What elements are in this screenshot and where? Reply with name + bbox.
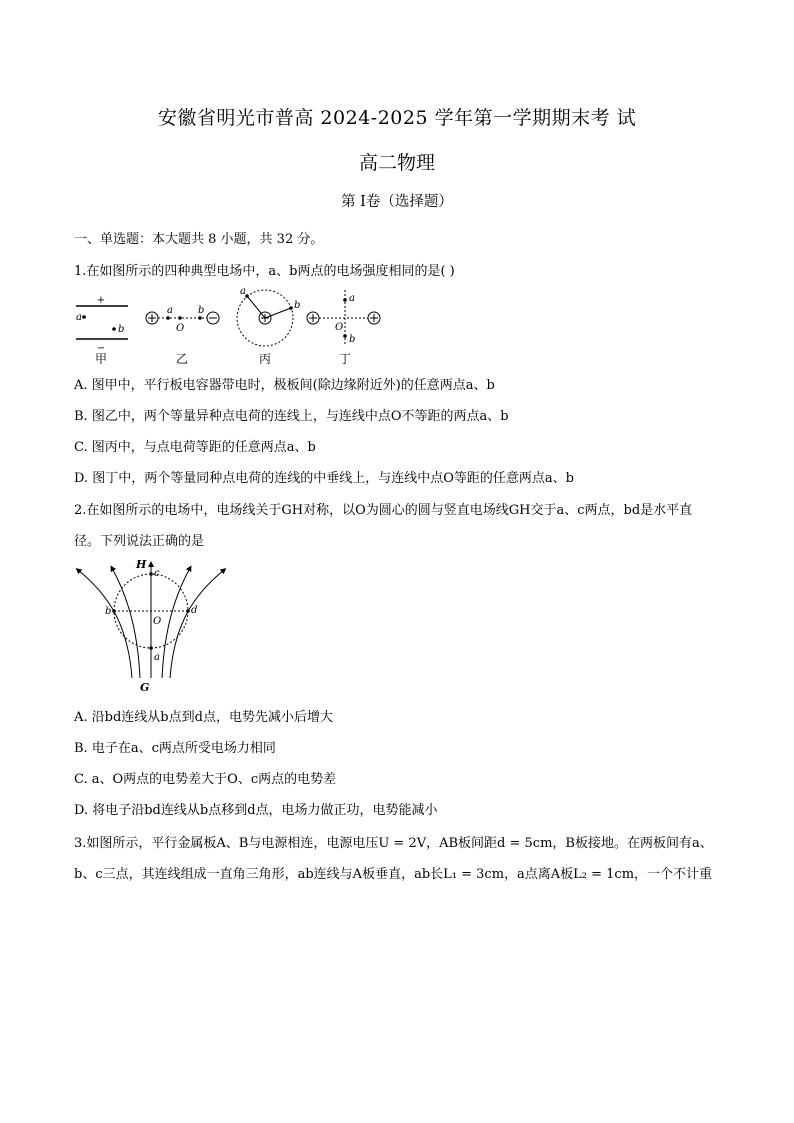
q1-option-d: D. 图丁中，两个等量同种点电荷的连线的中垂线上，与连线中点O等距的任意两点a、b (74, 471, 574, 486)
fig-label-bing: 丙 (258, 352, 272, 364)
fig-jia (76, 295, 128, 364)
label-G: G (140, 681, 150, 694)
svg-text:a: a (349, 293, 355, 304)
fig-yi (146, 305, 219, 364)
q2-option-c: C. a、O两点的电势差大于O、c两点的电势差 (74, 772, 337, 787)
point-a-label: a (76, 312, 82, 323)
svg-text:a: a (154, 652, 160, 663)
svg-text:b: b (198, 305, 205, 316)
exam-title: 安徽省明光市普高 2024-2025 学年第一学期期末考 试 (157, 107, 637, 129)
svg-text:d: d (191, 605, 198, 616)
q2-field-figure (70, 556, 240, 696)
q1-option-c: C. 图丙中，与点电荷等距的任意两点a、b (74, 440, 316, 455)
q2-stem-line2: 径。下列说法正确的是 (74, 534, 205, 549)
plate-plus-label: + (96, 295, 106, 306)
q2-stem-line1: 2.在如图所示的电场中，电场线关于GH对称，以O为圆心的圆与竖直电场线GH交于a、c两点，bd是水平直 (74, 503, 693, 518)
q3-line1: 3.如图所示，平行金属板A、B与电源相连，电源电压U = 2V，AB板间距d = 5cm，B板接地。在两板间有a、 (74, 836, 713, 851)
q2-option-b: B. 电子在a、c两点所受电场力相同 (74, 741, 276, 756)
svg-text:O: O (176, 323, 185, 334)
svg-text:O: O (153, 616, 162, 627)
fig-ding (307, 290, 380, 364)
q1-figures (70, 284, 390, 364)
svg-text:b: b (105, 606, 112, 617)
q1-option-b: B. 图乙中，两个等量异种点电荷的连线上，与连线中点O不等距的两点a、b (74, 409, 509, 424)
point-b-label: b (118, 324, 125, 335)
exam-subtitle: 高二物理 (358, 152, 435, 174)
fig-label-ding: 丁 (338, 352, 352, 364)
volume-heading: 第 I卷（选择题） (341, 194, 453, 210)
section-heading: 一、单选题：本大题共 8 小题，共 32 分。 (74, 232, 324, 247)
svg-text:a: a (167, 305, 173, 316)
fig-label-jia: 甲 (94, 352, 108, 364)
q1-option-a: A. 图甲中，平行板电容器带电时，极板间(除边缘附近外)的任意两点a、b (74, 378, 495, 393)
svg-text:b: b (294, 300, 301, 311)
svg-text:c: c (154, 568, 160, 579)
fig-label-yi: 乙 (175, 352, 189, 364)
svg-text:O: O (335, 322, 344, 333)
plate-minus-label: − (96, 343, 106, 354)
q2-option-d: D. 将电子沿bd连线从b点移到d点，电场力做正功，电势能减小 (74, 803, 438, 818)
label-H: H (136, 558, 147, 571)
q1-stem: 1.在如图所示的四种典型电场中，a、b两点的电场强度相同的是( ) (74, 264, 455, 279)
svg-text:b: b (349, 334, 356, 345)
fig-bing (237, 286, 300, 364)
q3-line2: b、c三点，其连线组成一直角三角形，ab连线与A板垂直，ab长L₁ = 3cm，a点离A板L₂ = 1cm，一个不计重 (74, 867, 713, 882)
svg-text:a: a (240, 286, 246, 297)
q2-option-a: A. 沿bd连线从b点到d点，电势先减小后增大 (74, 710, 333, 725)
